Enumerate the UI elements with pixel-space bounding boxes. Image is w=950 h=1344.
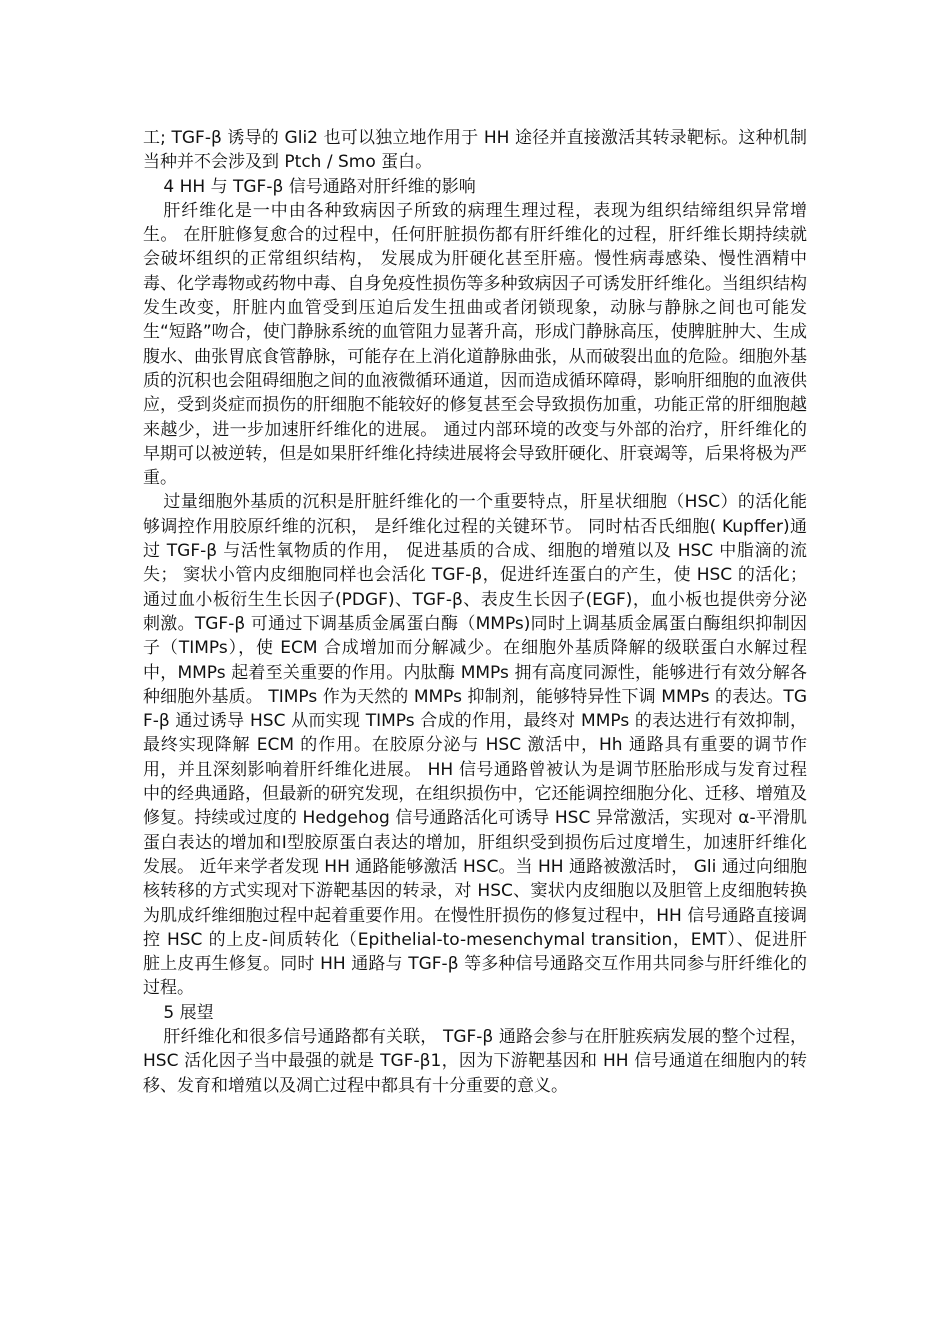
section-5-heading: 5 展望 xyxy=(163,1002,214,1023)
section-4-paragraph-2: 过量细胞外基质的沉积是肝脏纤维化的一个重要特点，肝星状细胞（HSC）的活化能够调控作用胶原纤维的沉积， 是纤维化过程的关键环节。 同时枯否氏细胞( Kupffer)通过 TGF-β 与活性氧物质的作用， 促进基质的合成、细胞的增殖以及 HSC 中脂滴的流失； 窦状小管内皮细胞同样也会活化 TGF-β，促进纤连蛋白的产生，使 HSC 的活化；通过血小板衍生生长因子(PDGF)、TGF-β、表皮生长因子(EGF)，血小板也提供旁分泌刺激。TGF-β 可通过下调基质金属蛋白酶（MMPs)同时上调基质金属蛋白酶组织抑制因子（TIMPs），使 ECM 合成增加而分解减少。在细胞外基质降解的级联蛋白水解过程中，MMPs 起着至关重要的作用。内肽酶 MMPs 拥有高度同源性，能够进行有效分解各种细胞外基质。 TIMPs 作为天然的 MMPs 抑制剂，能够特异性下调 MMPs 的表达。TGF-β 通过诱导 HSC 从而实现 TIMPs 合成的作用，最终对 MMPs 的表达进行有效抑制，最终实现降解 ECM 的作用。在胶原分泌与 HSC 激活中，Hh 通路具有重要的调节作用，并且深刻影响着肝纤维化进展。 HH 信号通路曾被认为是调节胚胎形成与发育过程中的经典通路，但最新的研究发现，在组织损伤中，它还能调控细胞分化、迁移、增殖及修复。持续或过度的 Hedgehog 信号通路活化可诱导 HSC 异常激活，实现对 α-平滑肌蛋白表达的增加和Ⅰ型胶原蛋白表达的增加，肝组织受到损伤后过度增生，加速肝纤维化发展。 近年来学者发现 HH 通路能够激活 HSC。当 HH 通路被激活时， Gli 通过向细胞核转移的方式实现对下游靶基因的转录，对 HSC、窦状内皮细胞以及胆管上皮细胞转换为肌成纤维细胞过程中起着重要作用。在慢性肝损伤的修复过程中，HH 信号通路直接调控 HSC 的上皮-间质转化（Epithelial-to-mesenchymal transition，EMT）、促进肝脏上皮再生修复。同时 HH 通路与 TGF-β 等多种信号通路交互作用共同参与肝纤维化的过程。 xyxy=(143,492,808,999)
document-page xyxy=(143,126,807,1098)
continuation-paragraph: 工; TGF-β 诱导的 Gli2 也可以独立地作用于 HH 途径并直接激活其转录靶标。这种机制当种并不会涉及到 Ptch / Smo 蛋白。 xyxy=(143,128,807,173)
section-5-paragraph-1: 肝纤维化和很多信号通路都有关联， TGF-β 通路会参与在肝脏疾病发展的整个过程， HSC 活化因子当中最强的就是 TGF-β1，因为下游靶基因和 HH 信号通道在细胞内的转移、发育和增殖以及凋亡过程中都具有十分重要的意义。 xyxy=(143,1026,807,1096)
section-4-paragraph-1: 肝纤维化是一中由各种致病因子所致的病理生理过程，表现为组织结缔组织异常增生。 在肝脏修复愈合的过程中，任何肝脏损伤都有肝纤维化的过程，肝纤维长期持续就会破坏组织的正常组织结构， 发展成为肝硬化甚至肝癌。慢性病毒感染、慢性酒精中毒、化学毒物或药物中毒、自身免疫性损伤等多种致病因子可诱发肝纤维化。当组织结构发生改变，肝脏内血管受到压迫后发生扭曲或者闭锁现象，动脉与静脉之间也可能发生“短路”吻合，使门静脉系统的血管阻力显著升高，形成门静脉高压，使脾脏肿大、生成腹水、曲张胃底食管静脉，可能存在上消化道静脉曲张，从而破裂出血的危险。细胞外基质的沉积也会阻碍细胞之间的血液微循环通道，因而造成循环障碍，影响肝细胞的血液供应，受到炎症而损伤的肝细胞不能较好的修复甚至会导致损伤加重，功能正常的肝细胞越来越少，进一步加速肝纤维化的进展。 通过内部环境的改变与外部的治疗，肝纤维化的早期可以被逆转，但是如果肝纤维化持续进展将会导致肝硬化、肝衰竭等，后果将极为严重。 xyxy=(143,200,807,489)
section-4-heading: 4 HH 与 TGF-β 信号通路对肝纤维的影响 xyxy=(163,176,476,197)
